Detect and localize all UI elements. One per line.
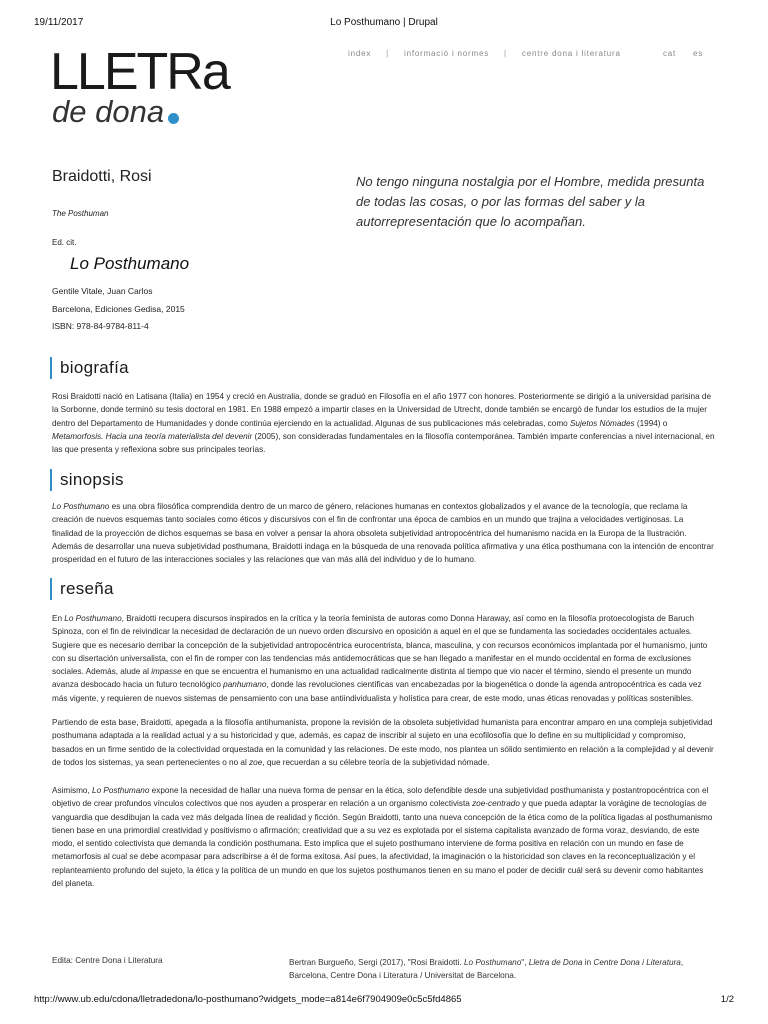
review-paragraph: Asimismo, Lo Posthumano expone la necesidad de hallar una nueva forma de pensar en la ética, solo defendible desde una subjetividad posthumanista y postantropocéntrica con el objetivo de crear profundos vínculos colectivos que nos ayuden a prosperar en relación a un organismo colectivista zoe-centrado y que pueda adaptar la vorágine de tecnologías de vanguardia que desdibujan la cada vez más delgada línea de realidad y ficción. Según Braidotti, tanto una nueva concepción de la ética como de la política ligadas al posthumanismo tienen base en una primordial creatividad y positivismo o afirmación; creatividad que a su vez es explotada por el sistema capitalista avanzado de forma voraz, desviando, de este modo, el sentido colectivista que demanda la condición posthumana. Esto implica que el sujeto posthumano interviene de forma positiva en relación con un mundo en fase de metamorfosis al cual se debe acompasar para adscribirse a él de forma exitosa. Así pues, la afectividad, la imaginación o la historicidad son claves en la reconceptualización y el replanteamiento profundo del sujeto, la ética y la política de un mundo en que los sujetos posthumanos tienen en su mano el poder de decidir cuál será su devenir como habitantes del planeta. bbox=[52, 786, 713, 889]
logo-subline-text: de dona bbox=[52, 94, 165, 129]
book-isbn: ISBN: 978-84-9784-811-4 bbox=[52, 321, 149, 331]
nav-item-index[interactable]: index bbox=[348, 49, 372, 58]
logo-wordmark: LLETRa bbox=[50, 43, 229, 101]
biography-text: Rosi Braidotti nació en Latisana (Italia) en 1954 y creció en Australia, donde se graduó en Filosofía en el año 1977 con honores. Posteriormente se dirigió a la universidad parisina de la Sorbonne, donde terminó su tesis doctoral en 1981. En 1988 empezó a impartir clases en la Universidad de Utrecht, donde también se encargó de fundar los estudios de la mujer dentro del Departamento de Humanidades y donde continúa ejerciendo en la actualidad. Algunas de sus publicaciones más celebradas, como Sujetos Nómades (1994) o Metamorfosis. Hacia una teoría materialista del devenir (2005), son consideradas fundamentales en la filosofía contemporánea. También imparte conferencias a nivel internacional, en las que presenta y reflexiona sobre sus principales teorías. bbox=[52, 392, 715, 455]
review-paragraph: En Lo Posthumano, Braidotti recupera discursos inspirados en la crítica y la teoría feminista de autoras como Donna Haraway, así como en la filosofía protoecologista de Baruch Spinoza, con el fin de reivindicar la necesidad de declaración de un nuevo orden discursivo en oposición a aquel en el que se fundamenta las sociedades occidentales actuales. Sugiere que es necesario derribar la concepción de la subjetividad antropocéntrica eurocentrista, blanca, masculina, y con recursos económicos implantada por el humanismo, junto con su disertación universalista, con el fin de romper con las tendencias más antidemocráticas que se han llegado a manifestar en el mundo occidental en forma de exclusiones sociales. Además, alude al impasse en que se encuentra el humanismo en una actualidad radicalmente distinta al tiempo que vio nacer el término, siendo el presente un mundo avanza desbocado hacia un futuro tecnológico panhumano, donde las revoluciones científicas van encabezadas por la biogenética o donde la agenda antropocéntrica es cada vez más vigente, y requieren de nuevos sistemas de pensamiento con una base antiindividualista y holística para crear, de este modo, unas éticas renovadas y políticas sostenibles. bbox=[52, 614, 708, 703]
publisher-credit: Edita: Centre Dona i Literatura bbox=[52, 956, 163, 965]
site-logo[interactable] bbox=[50, 43, 229, 129]
book-author: Braidotti, Rosi bbox=[52, 168, 152, 185]
synopsis-text: Lo Posthumano es una obra filosófica comprendida dentro de un marco de género, relaciones humanas en contextos globalizados y el avance de la tecnología, que reclama la creación de nuevos esquemas tanto sociales como éticos y discursivos con el fin de confrontar una época de cambios en un mundo que trajina a velocidades vertiginosas. La finalidad de la proyección de dichos esquemas se basa en volver a pensar la ahora obsoleta subjetividad antropocéntrica del humanismo nacida en la Europa de la Ilustración. Además de desarrollar una nueva subjetividad posthumana, Braidotti indaga en la búsqueda de una renovada política afirmativa y una ética posthumana con la intención de encontrar prosperidad en el futuro de las interacciones sociales y las relaciones que van más allá del individuo y de lo humano. bbox=[52, 502, 714, 565]
nav-separator: | bbox=[504, 49, 507, 58]
logo-subline bbox=[52, 94, 229, 129]
page-url[interactable]: http://www.ub.edu/cdona/lletradedona/lo-posthumano?widgets_mode=a814e6f7904909e0c5c5fd4865 bbox=[34, 994, 462, 1005]
print-page-title: Lo Posthumano | Drupal bbox=[330, 17, 438, 28]
top-nav bbox=[348, 49, 621, 58]
original-title: The Posthuman bbox=[52, 209, 109, 218]
review-paragraph: Partiendo de esta base, Braidotti, apegada a la filosofía antihumanista, propone la revisión de la obsoleta subjetividad humanista para encontrar amparo en una compleja subjetividad posthumana adaptada a la realidad actual y a su historicidad y que, además, es capaz de inscribir al sujeto en una ecofilosofía que lo define en su multiplicidad y compromiso, basados en un firme sentido de la colectividad orquestada en la comunidad y las relaciones. De este modo, nos plantea un sólido sentimiento en relación a la complejidad y al devenir de todos los sistemas, ya sean pertenecientes o no al zoe, que recuerdan a su célebre teoría de la subjetividad nómade. bbox=[52, 718, 714, 767]
ed-cit-label: Ed. cit. bbox=[52, 238, 77, 247]
book-publisher: Barcelona, Ediciones Gedisa, 2015 bbox=[52, 304, 185, 314]
nav-separator: | bbox=[386, 49, 390, 58]
nav-item-info[interactable]: informació i normes bbox=[404, 49, 490, 58]
nav-item-centre[interactable]: centre dona i literatura bbox=[521, 49, 621, 58]
logo-dot-icon bbox=[168, 113, 179, 124]
citation: Bertran Burgueño, Sergi (2017), "Rosi Braidotti. Lo Posthumano", Lletra de Dona in Centre Dona i Literatura, Barcelona, Centre Dona i Literatura / Universitat de Barcelona. bbox=[289, 958, 684, 980]
book-title: Lo Posthumano bbox=[70, 254, 190, 273]
featured-quote: No tengo ninguna nostalgia por el Hombre, medida presunta de todas las cosas, o por las formas del saber y la autorrepresentación que lo acompañan. bbox=[356, 174, 705, 229]
book-translators: Gentile Vitale, Juan Carlos bbox=[52, 286, 153, 296]
lang-cat-link[interactable]: cat bbox=[663, 49, 677, 58]
page-number: 1/2 bbox=[720, 994, 734, 1005]
section-heading-resena: reseña bbox=[50, 578, 114, 600]
lang-es-link[interactable]: es bbox=[693, 49, 704, 58]
section-heading-sinopsis: sinopsis bbox=[50, 469, 124, 491]
print-date: 19/11/2017 bbox=[34, 17, 84, 28]
section-heading-biografia: biografía bbox=[50, 357, 129, 379]
